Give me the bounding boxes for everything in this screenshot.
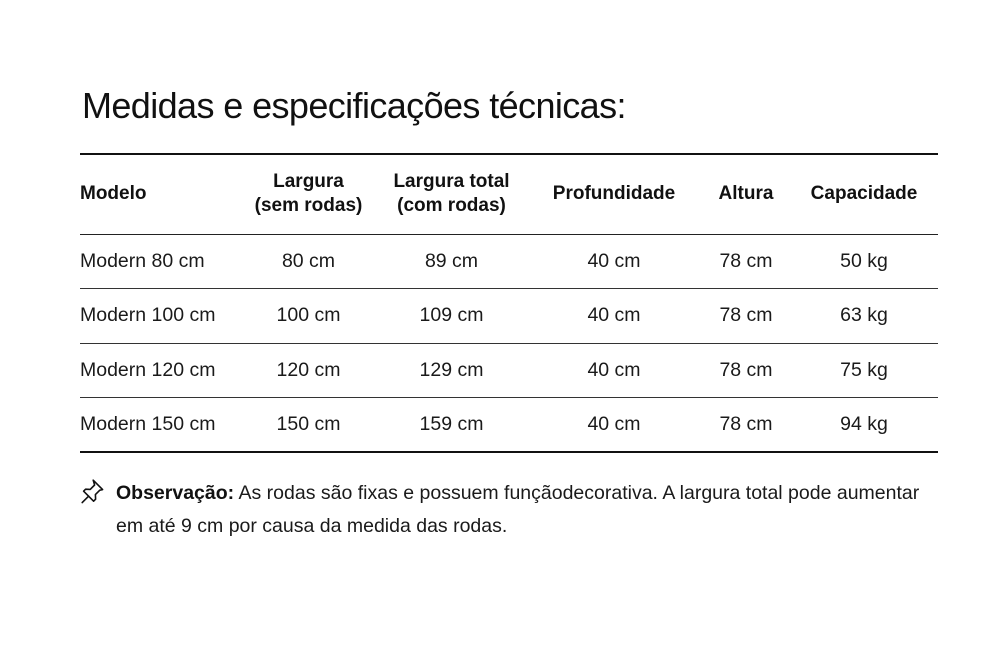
cell-capacity: 63 kg [840, 304, 888, 327]
header-total-line1: Largura total [393, 171, 510, 193]
table-row [80, 289, 938, 344]
header-capacity: Capacidade [810, 183, 918, 205]
cell-height: 78 cm [719, 413, 773, 435]
cell-depth: 40 cm [587, 304, 641, 327]
header-depth: Profundidade [552, 183, 676, 205]
cell-width: 100 cm [276, 304, 341, 327]
table-header-row [80, 154, 938, 234]
cell-total-width: 89 cm [424, 249, 479, 272]
header-total-width [377, 154, 526, 234]
cell-capacity: 75 kg [840, 358, 888, 381]
cell-capacity: 50 kg [840, 249, 888, 272]
table-row [80, 343, 938, 398]
observation-label: Observação: [116, 482, 235, 504]
cell-depth: 40 cm [587, 249, 641, 272]
page-title: Medidas e especificações técnicas: [82, 85, 626, 126]
observation-text [116, 477, 940, 543]
header-model: Modelo [80, 183, 147, 205]
specifications-table [80, 153, 938, 453]
cell-width: 80 cm [281, 249, 336, 272]
cell-capacity: 94 kg [840, 413, 888, 435]
table-row [80, 234, 938, 289]
cell-height: 78 cm [719, 358, 773, 381]
cell-depth: 40 cm [587, 413, 641, 435]
observation-body: As rodas são fixas e possuem funçãodecorativa. A largura total pode aumentar em até 9 cm por causa da medida das rodas. [116, 482, 920, 537]
observation-note [80, 478, 940, 543]
table-row [80, 398, 938, 453]
cell-width: 150 cm [276, 413, 341, 435]
cell-depth: 40 cm [587, 358, 641, 381]
cell-total-width: 129 cm [419, 358, 484, 381]
cell-total-width: 159 cm [419, 413, 484, 435]
cell-total-width: 109 cm [419, 304, 484, 327]
header-total-line2: (com rodas) [397, 195, 506, 217]
header-width-line2: (sem rodas) [254, 195, 363, 217]
header-width-line1: Largura [273, 171, 344, 193]
cell-width: 120 cm [276, 358, 341, 381]
header-width [240, 154, 377, 234]
cell-height: 78 cm [719, 249, 773, 272]
cell-model: Modern 150 cm [80, 413, 216, 435]
cell-model: Modern 120 cm [80, 358, 216, 381]
header-height: Altura [718, 183, 774, 205]
pushpin-icon [80, 478, 106, 506]
cell-height: 78 cm [719, 304, 773, 327]
cell-model: Modern 80 cm [80, 249, 205, 272]
cell-model: Modern 100 cm [80, 304, 216, 327]
